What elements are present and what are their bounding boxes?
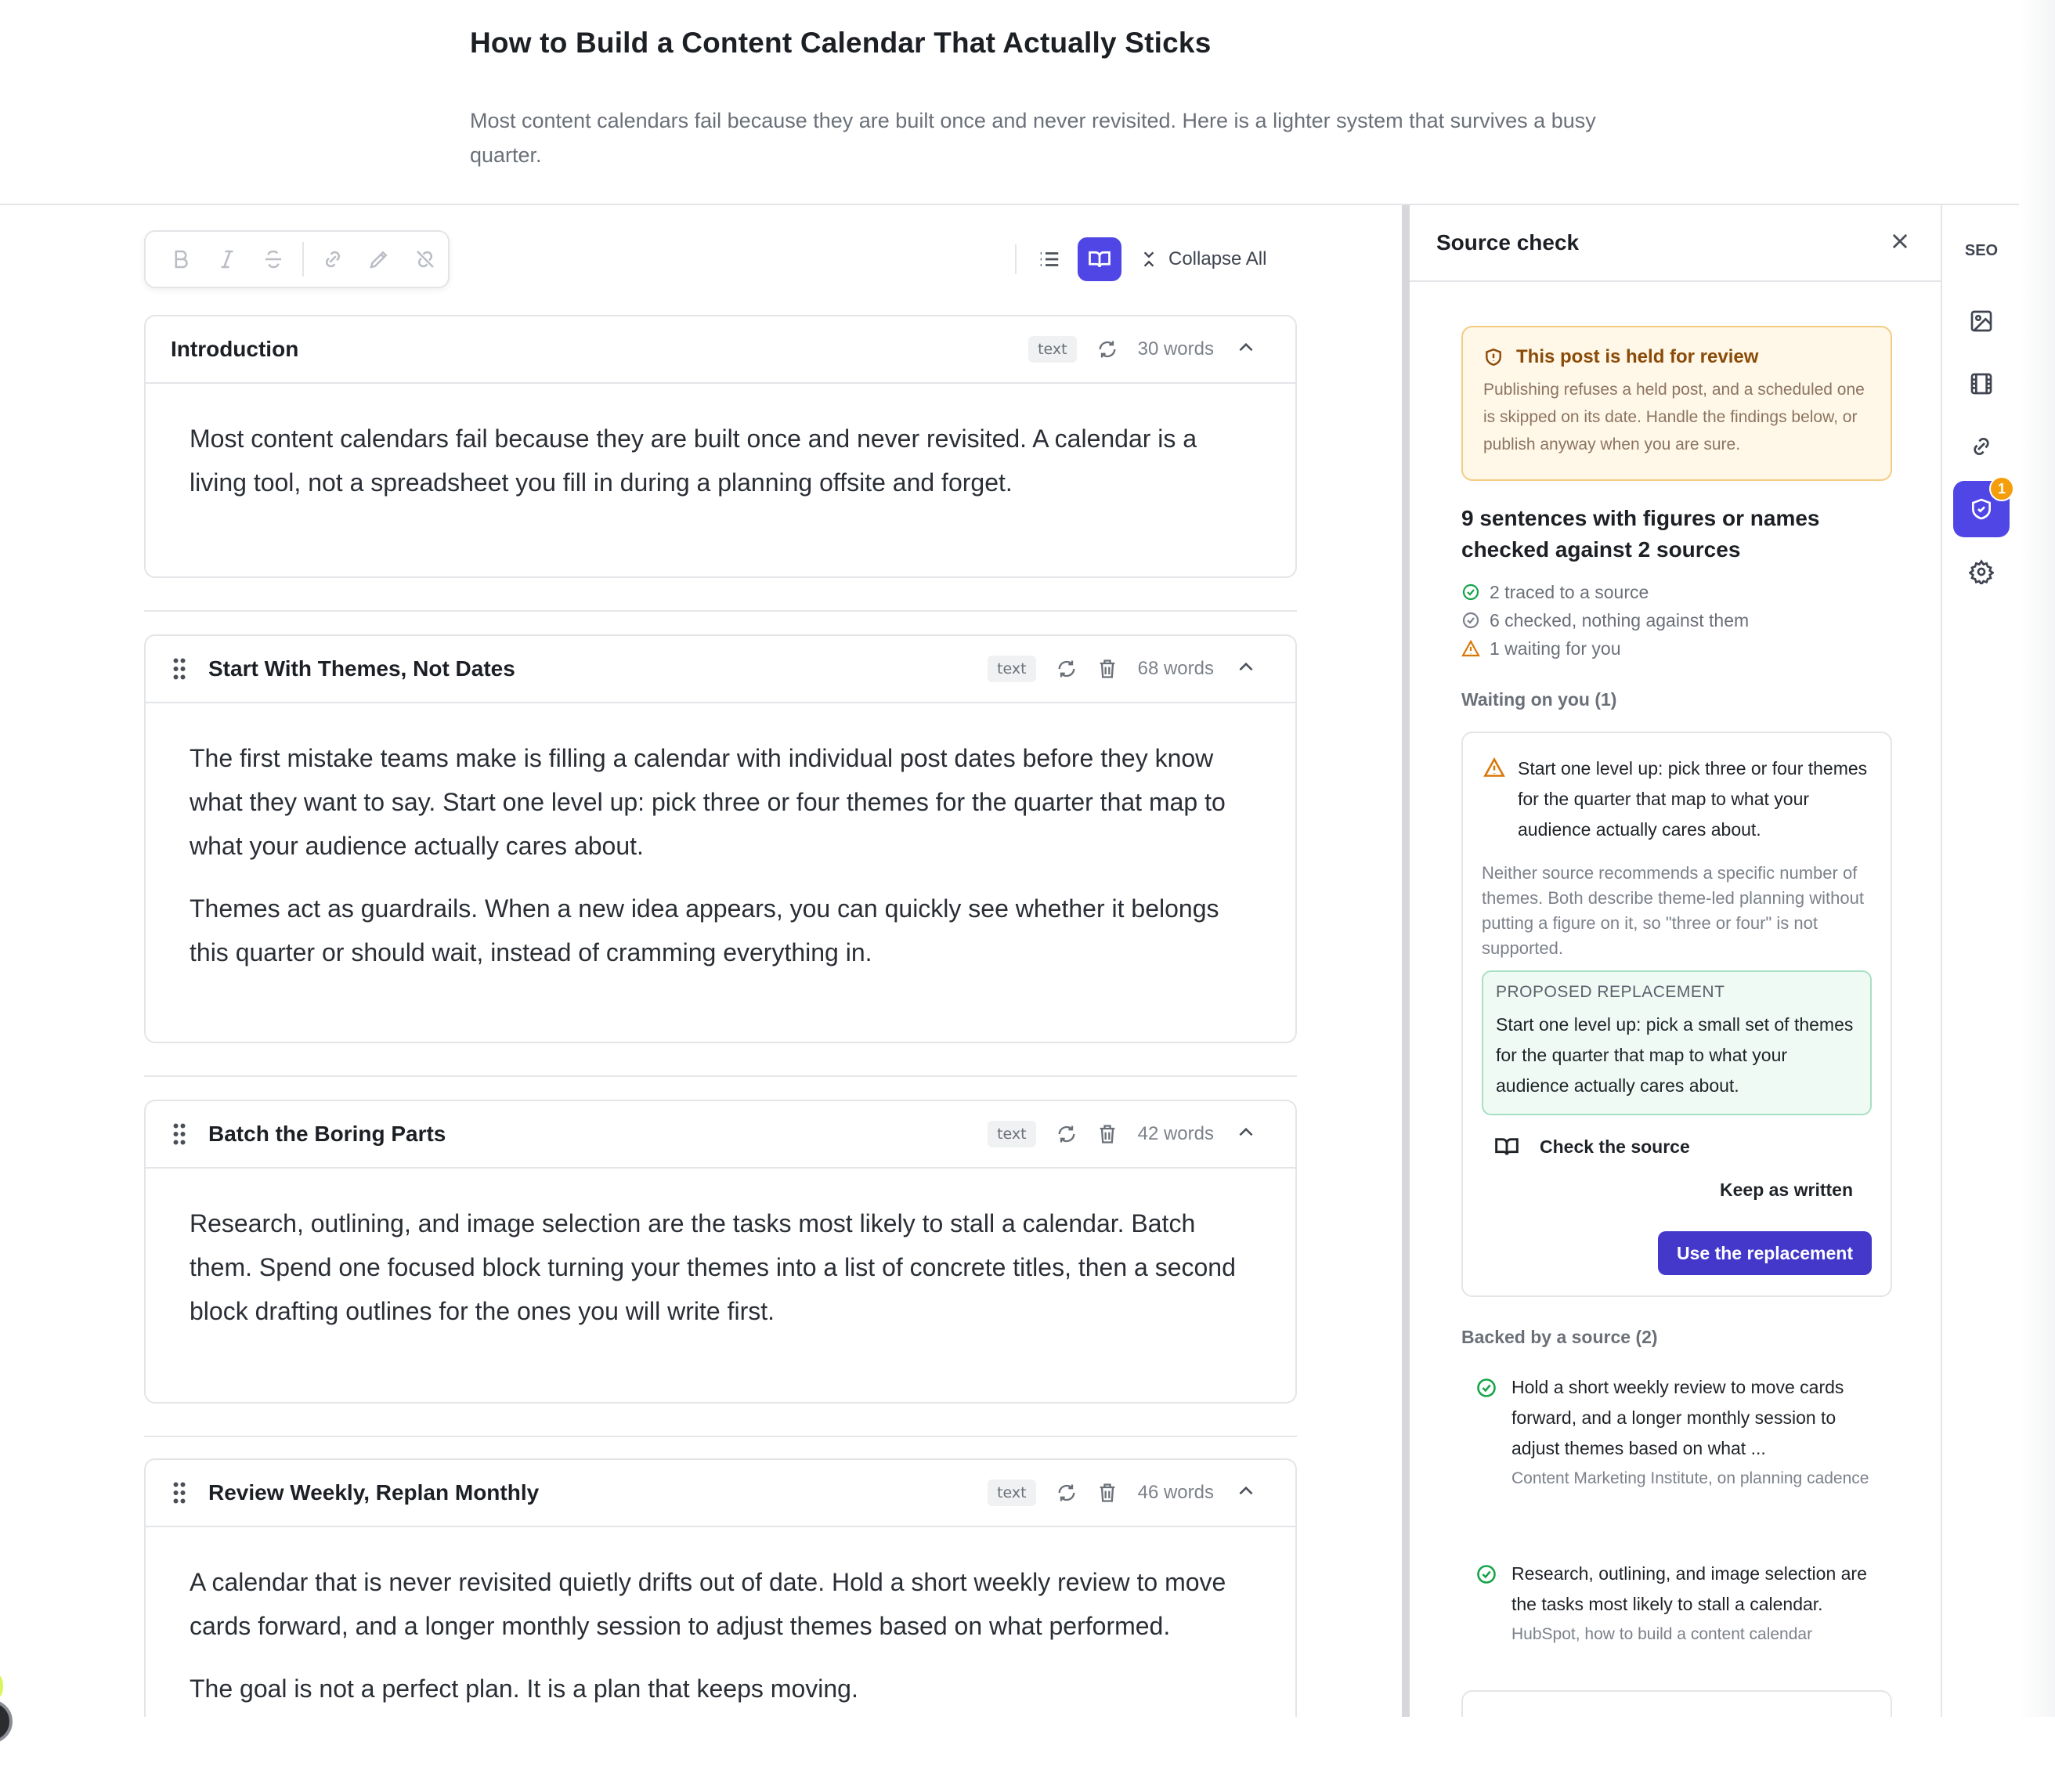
finding-count-badge: 1 — [1989, 476, 2014, 501]
drag-handle-icon[interactable] — [171, 1122, 188, 1146]
film-icon[interactable] — [1953, 356, 2010, 412]
panel-header — [1410, 205, 1941, 282]
proposal-label: PROPOSED REPLACEMENT — [1496, 983, 1725, 1001]
block-paragraph[interactable]: Most content calendars fail because they are built once and never revisited. A calendar is a living tool, not a spreadsheet you fill in during a planning offsite and forget. — [190, 425, 1197, 497]
link-icon[interactable] — [1953, 418, 2010, 475]
block-header[interactable] — [146, 636, 1295, 703]
block-paragraph[interactable]: A calendar that is never revisited quietly drifts out of date. Hold a short weekly review to move cards forward, and a longer monthly session to adjust themes based on what performed. — [190, 1568, 1226, 1640]
backed-source: HubSpot, how to build a content calendar — [1511, 1625, 1813, 1643]
collapse-all-label: Collapse All — [1168, 248, 1267, 269]
block-body — [146, 1527, 1295, 1711]
close-icon[interactable] — [1889, 230, 1911, 256]
warning-icon — [1483, 757, 1505, 779]
stat-list — [1461, 578, 1749, 663]
block-body — [146, 1169, 1295, 1333]
list-view-button[interactable] — [1028, 237, 1071, 281]
check-circle-icon — [1475, 1377, 1497, 1399]
block-divider — [144, 610, 1297, 612]
backed-sentence: Research, outlining, and image selection are the tasks most likely to stall a calendar. — [1511, 1563, 1867, 1614]
trash-icon[interactable] — [1094, 1479, 1121, 1506]
backed-item[interactable] — [1474, 1372, 1881, 1492]
gear-icon[interactable] — [1953, 544, 2010, 600]
reader-view-button[interactable] — [1078, 237, 1121, 281]
block-title[interactable]: Batch the Boring Parts — [208, 1122, 446, 1146]
hold-notice — [1461, 326, 1892, 481]
chevron-up-icon[interactable] — [1236, 657, 1256, 681]
panel-title: Source check — [1436, 230, 1580, 255]
shield-check-icon — [1969, 497, 1994, 522]
block-header[interactable] — [146, 1101, 1295, 1169]
block-header[interactable] — [146, 1460, 1295, 1527]
shield-alert-icon — [1483, 347, 1504, 367]
list-icon — [1038, 247, 1061, 271]
chevron-up-icon[interactable] — [1236, 338, 1256, 362]
word-count: 42 words — [1137, 1123, 1214, 1144]
page-footer — [0, 1717, 2055, 1792]
block-paragraph[interactable]: The first mistake teams make is filling a calendar with individual post dates before they know what they want to say. Start one level up: pick three or four themes for the quarter that map to what your audience actually cares about. — [190, 744, 1226, 860]
stat-text: 2 traced to a source — [1490, 581, 1649, 602]
next-card — [1461, 1690, 1892, 1717]
hold-body: Publishing refuses a held post, and a scheduled one is skipped on its date. Handle the findings below, or publish anyway when you are sure. — [1483, 381, 1865, 453]
trash-icon[interactable] — [1094, 656, 1121, 682]
unlink-icon[interactable] — [402, 236, 448, 283]
keep-as-written-button[interactable]: Keep as written — [1720, 1180, 1853, 1200]
stat-text: 6 checked, nothing against them — [1490, 609, 1750, 630]
check-circle-icon — [1475, 1563, 1497, 1585]
source-check-panel — [1410, 205, 1942, 1717]
content-block — [144, 1458, 1297, 1717]
post-header — [0, 0, 2055, 205]
check-summary: 9 sentences with figures or names checked against 2 sources — [1461, 506, 1820, 562]
drag-handle-icon[interactable] — [171, 657, 188, 681]
backed-section-label: Backed by a source (2) — [1461, 1327, 1658, 1347]
finding-sentence — [1482, 753, 1872, 845]
image-icon[interactable] — [1953, 293, 2010, 349]
check-source-button[interactable] — [1482, 1134, 1872, 1159]
use-replacement-button[interactable]: Use the replacement — [1658, 1231, 1872, 1275]
block-title[interactable]: Review Weekly, Replan Monthly — [208, 1480, 540, 1505]
view-divider — [1015, 244, 1017, 274]
waiting-section-label: Waiting on you (1) — [1461, 689, 1617, 710]
regenerate-icon[interactable] — [1053, 1121, 1080, 1147]
view-controls — [1015, 235, 1266, 284]
block-type-badge: text — [988, 656, 1036, 682]
word-count: 68 words — [1137, 658, 1214, 679]
block-paragraph[interactable]: Themes act as guardrails. When a new idea appears, you can quickly see whether it belongs this quarter or should wait, instead of cramming everything in. — [190, 894, 1219, 966]
side-rail — [1944, 205, 2019, 1717]
block-type-badge: text — [988, 1121, 1036, 1147]
block-body — [146, 384, 1295, 504]
hold-title-text: This post is held for review — [1516, 346, 1759, 367]
panel-resize-handle[interactable] — [1402, 205, 1410, 1717]
bold-icon[interactable] — [158, 236, 204, 283]
backed-sentence: Hold a short weekly review to move cards forward, and a longer monthly session to adjust themes based on what ... — [1511, 1377, 1844, 1458]
block-body — [146, 703, 1295, 974]
italic-icon[interactable] — [204, 236, 251, 283]
link-icon[interactable] — [310, 236, 356, 283]
content-block — [144, 634, 1297, 1043]
block-type-badge: text — [988, 1479, 1036, 1506]
block-divider — [144, 1075, 1297, 1077]
editor-column — [0, 205, 1402, 1717]
finding-reason: Neither source recommends a specific number of themes. Both describe theme-led planning without putting a figure on it, so "three or four" is not supported. — [1482, 863, 1864, 958]
stat-traced — [1461, 578, 1749, 606]
book-open-icon — [1494, 1134, 1519, 1159]
content-block — [144, 1100, 1297, 1404]
post-excerpt[interactable]: Most content calendars fail because they are built once and never revisited. Here is a lighter system that survives a busy quarter. — [470, 109, 1596, 167]
finding-card — [1461, 732, 1892, 1297]
block-header[interactable] — [146, 316, 1295, 384]
check-circle-icon — [1461, 583, 1480, 602]
stat-waiting — [1461, 634, 1749, 663]
check-circle-icon — [1461, 611, 1480, 630]
finding-sentence-text: Start one level up: pick three or four themes for the quarter that map to what your audience actually cares about. — [1518, 758, 1868, 840]
collapse-icon — [1139, 249, 1159, 269]
block-paragraph[interactable]: The goal is not a perfect plan. It is a plan that keeps moving. — [190, 1675, 858, 1703]
drag-handle-icon[interactable] — [171, 1481, 188, 1505]
check-source-label: Check the source — [1540, 1136, 1690, 1157]
regenerate-icon[interactable] — [1094, 336, 1121, 363]
proposed-replacement — [1482, 970, 1872, 1115]
backed-item[interactable] — [1474, 1559, 1881, 1648]
proposal-text: Start one level up: pick a small set of themes for the quarter that map to what your audience actually cares about. — [1496, 1014, 1854, 1096]
post-title[interactable]: How to Build a Content Calendar That Actually Sticks — [470, 27, 1212, 59]
seo-label: SEO — [1964, 241, 1999, 259]
chevron-up-icon[interactable] — [1236, 1481, 1256, 1505]
block-title[interactable]: Start With Themes, Not Dates — [208, 656, 515, 681]
word-count: 46 words — [1137, 1482, 1214, 1503]
strikethrough-icon[interactable] — [250, 236, 296, 283]
block-divider — [144, 1436, 1297, 1437]
trash-icon[interactable] — [1094, 1121, 1121, 1147]
collapse-all-button[interactable] — [1139, 248, 1266, 270]
source-check-tab[interactable] — [1953, 481, 2010, 537]
rail-seo[interactable] — [1953, 222, 2010, 279]
block-paragraph[interactable]: Research, outlining, and image selection are the tasks most likely to stall a calendar. Batch them. Spend one focused block turning your themes into a list of concrete titles, then a second block drafting outlines for the ones you will write first. — [190, 1209, 1236, 1325]
backed-source: Content Marketing Institute, on planning cadence — [1511, 1469, 1869, 1487]
toolbar-divider — [302, 242, 304, 276]
format-toolbar — [144, 230, 450, 288]
book-open-icon — [1088, 247, 1111, 271]
word-count: 30 words — [1137, 338, 1214, 359]
stat-checked — [1461, 606, 1749, 634]
content-block — [144, 315, 1297, 578]
highlight-icon[interactable] — [356, 236, 403, 283]
warning-icon — [1461, 639, 1480, 658]
chevron-up-icon[interactable] — [1236, 1122, 1256, 1147]
block-title[interactable]: Introduction — [171, 337, 299, 361]
edge-shade — [2019, 0, 2055, 1717]
block-type-badge: text — [1028, 336, 1077, 363]
regenerate-icon[interactable] — [1053, 656, 1080, 682]
regenerate-icon[interactable] — [1053, 1479, 1080, 1506]
hold-title — [1483, 346, 1870, 368]
stat-text: 1 waiting for you — [1490, 638, 1621, 659]
